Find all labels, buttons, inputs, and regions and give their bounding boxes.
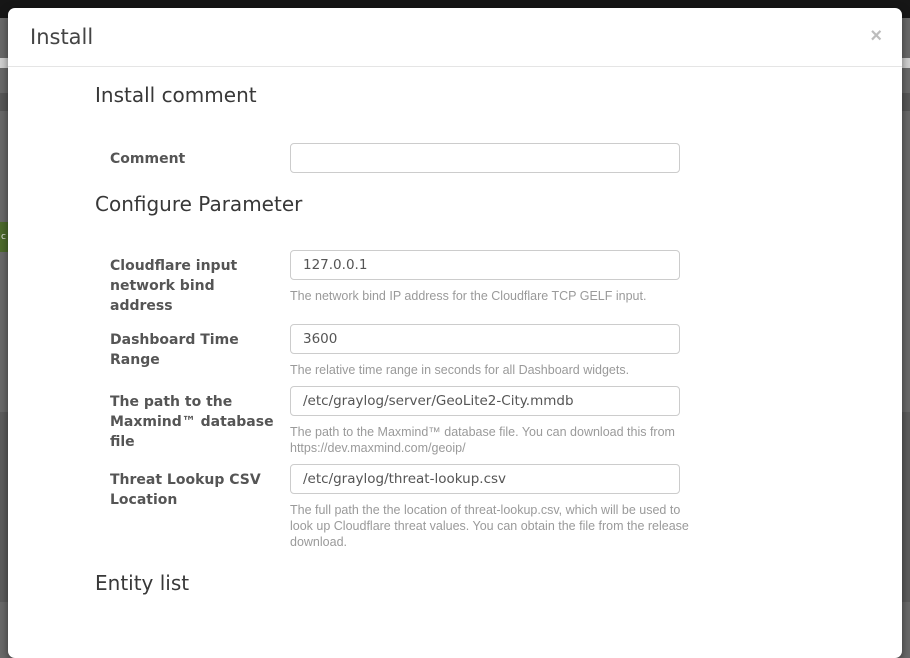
parameter-row-threat-lookup-csv xyxy=(95,464,882,550)
parameter-input-col xyxy=(290,324,680,378)
parameter-row-dashboard-time-range xyxy=(95,324,882,378)
parameter-help-text: The network bind IP address for the Cloudflare TCP GELF input. xyxy=(290,289,647,303)
section-heading-configure-parameter: Configure Parameter xyxy=(95,192,303,216)
comment-input-col xyxy=(290,143,680,173)
install-modal xyxy=(8,8,902,658)
parameter-label: Cloudflare input network bind address xyxy=(110,258,238,314)
parameter-row-cloudflare-bind-address xyxy=(95,250,882,316)
parameter-help-text: The full path the the location of threat-lookup.csv, which will be used to look up Cloudflare threat values. You can obtain the file from the release download. xyxy=(290,503,689,549)
modal-body xyxy=(8,67,902,627)
dashboard-time-range-input[interactable] xyxy=(290,324,680,354)
parameter-label: Dashboard Time Range xyxy=(110,332,239,368)
parameter-help-text: The path to the Maxmind™ database file. You can download this from https://dev.maxmind.com/geoip/ xyxy=(290,425,675,455)
section-heading-install-comment: Install comment xyxy=(95,83,257,107)
parameter-input-col xyxy=(290,250,680,316)
modal-title: Install xyxy=(30,25,94,49)
parameter-label: The path to the Maxmind™ database file xyxy=(110,394,274,450)
parameter-row-maxmind-database-path xyxy=(95,386,882,456)
section-heading-entity-list: Entity list xyxy=(95,571,190,595)
close-icon[interactable]: × xyxy=(870,25,882,47)
comment-row xyxy=(95,143,882,173)
parameter-help-text: The relative time range in seconds for all Dashboard widgets. xyxy=(290,363,630,377)
comment-input[interactable] xyxy=(290,143,680,173)
parameter-input-col xyxy=(290,386,680,456)
maxmind-database-path-input[interactable] xyxy=(290,386,680,416)
modal-header xyxy=(8,8,902,67)
comment-label: Comment xyxy=(110,151,186,167)
parameter-input-col xyxy=(290,464,689,550)
background-partial-text: c xyxy=(1,232,6,242)
threat-lookup-csv-input[interactable] xyxy=(290,464,680,494)
parameter-label: Threat Lookup CSV Location xyxy=(110,472,261,508)
cloudflare-bind-address-input[interactable] xyxy=(290,250,680,280)
